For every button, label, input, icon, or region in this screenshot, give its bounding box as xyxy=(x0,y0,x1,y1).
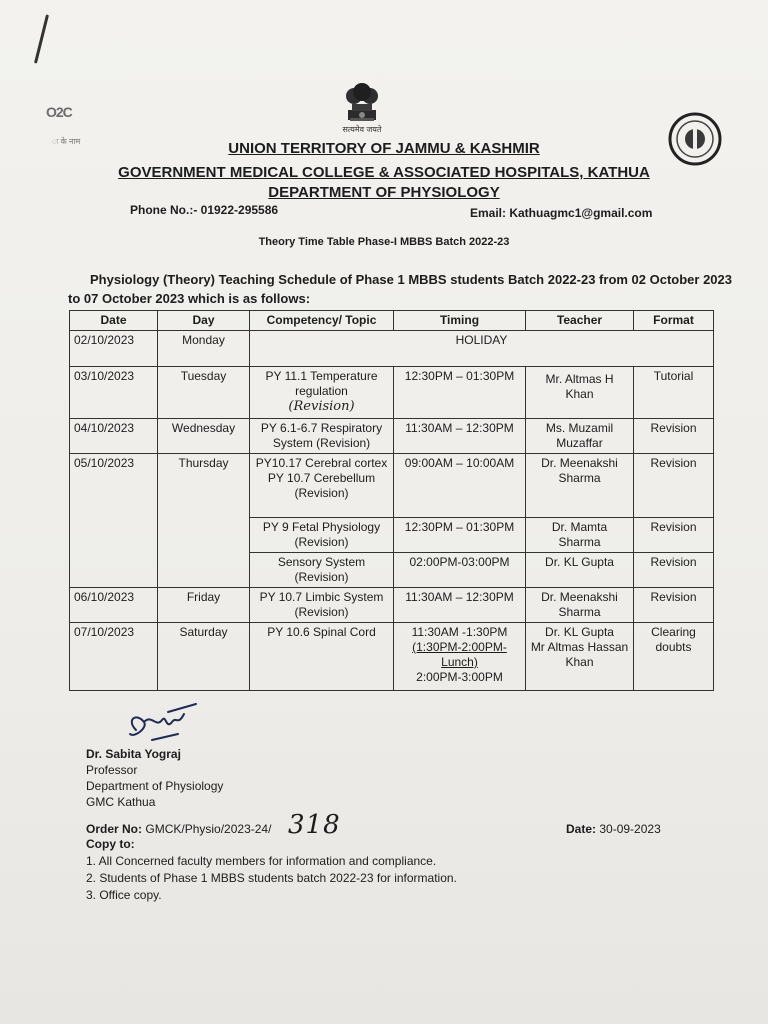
signatory-block xyxy=(86,746,223,810)
college-logo-icon xyxy=(664,112,726,166)
cell-day: Saturday xyxy=(158,623,250,691)
order-date-line xyxy=(566,822,661,836)
intro-line-2: to 07 October 2023 which is as follows: xyxy=(68,291,311,306)
schedule-intro xyxy=(68,270,750,308)
col-header-teacher: Teacher xyxy=(526,311,634,331)
col-header-date: Date xyxy=(70,311,158,331)
list-item: 3. Office copy. xyxy=(86,888,162,902)
cell-day: Thursday xyxy=(158,454,250,588)
order-date: 30-09-2023 xyxy=(599,822,661,836)
cell-timing: 12:30PM – 01:30PM xyxy=(394,367,526,419)
copy-to-label: Copy to: xyxy=(86,837,135,851)
phone-number: Phone No.:- 01922-295586 xyxy=(130,203,279,217)
cell-day: Friday xyxy=(158,588,250,623)
schedule-table xyxy=(69,310,714,691)
handwritten-revision-note: (Revision) xyxy=(288,399,355,414)
signatory-institution: GMC Kathua xyxy=(86,795,156,809)
emblem-motto: सत्यमेव जयते xyxy=(342,125,382,134)
cell-topic: Sensory System (Revision) xyxy=(250,553,394,588)
handwritten-order-number: 318 xyxy=(288,810,341,840)
timing-text-c: 2:00PM-3:00PM xyxy=(416,670,503,684)
cell-format: Revision xyxy=(634,518,714,553)
ut-heading: UNION TERRITORY OF JAMMU & KASHMIR xyxy=(228,140,540,157)
teacher-text-b: Mr Altmas Hassan Khan xyxy=(530,640,629,669)
department-heading: DEPARTMENT OF PHYSIOLOGY xyxy=(268,184,500,201)
timing-text-lunch: (1:30PM-2:00PM-Lunch) xyxy=(412,640,507,669)
cell-date: 07/10/2023 xyxy=(70,623,158,691)
cell-day: Tuesday xyxy=(158,367,250,419)
timetable-title: Theory Time Table Phase-I MBBS Batch 2022-23 xyxy=(258,236,510,248)
cell-topic: PY 10.6 Spinal Cord xyxy=(250,623,394,691)
table-row xyxy=(70,367,714,419)
cell-teacher: Dr. Meenakshi Sharma xyxy=(526,454,634,518)
order-number: GMCK/Physio/2023-24/ xyxy=(145,822,272,836)
college-heading: GOVERNMENT MEDICAL COLLEGE & ASSOCIATED HOSPITALS, KATHUA xyxy=(118,164,650,181)
cell-format: Revision xyxy=(634,419,714,454)
handwritten-signature xyxy=(122,700,202,744)
list-item: 2. Students of Phase 1 MBBS students batch 2022-23 for information. xyxy=(86,871,457,885)
table-row xyxy=(70,588,714,623)
intro-line-1: Physiology (Theory) Teaching Schedule of Phase 1 MBBS students Batch 2022-23 from 02 October 2023 xyxy=(90,272,732,287)
cell-date: 03/10/2023 xyxy=(70,367,158,419)
cell-topic: PY 10.7 Limbic System (Revision) xyxy=(250,588,394,623)
cell-timing: 12:30PM – 01:30PM xyxy=(394,518,526,553)
table-header-row xyxy=(70,311,714,331)
cell-teacher: Dr. KL Gupta xyxy=(526,553,634,588)
col-header-day: Day xyxy=(158,311,250,331)
handwritten-slash-mark xyxy=(34,14,49,63)
cell-topic: PY 6.1-6.7 Respiratory System (Revision) xyxy=(250,419,394,454)
topic-text: PY 11.1 Temperature regulation xyxy=(265,369,378,398)
table-row xyxy=(70,454,714,518)
date-label: Date: xyxy=(566,822,597,836)
topic-text-b: PY 10.7 Cerebellum (Revision) xyxy=(267,471,376,500)
signatory-department: Department of Physiology xyxy=(86,779,224,793)
cell-day: Monday xyxy=(158,331,250,367)
cell-teacher: Mr. Altmas H Khan xyxy=(526,367,634,419)
cell-timing: 11:30AM – 12:30PM xyxy=(394,419,526,454)
col-header-timing: Timing xyxy=(394,311,526,331)
holiday-cell: HOLIDAY xyxy=(250,331,714,367)
cell-date: 02/10/2023 xyxy=(70,331,158,367)
cell-date: 04/10/2023 xyxy=(70,419,158,454)
topic-text-a: PY10.17 Cerebral cortex xyxy=(255,456,388,470)
cell-timing xyxy=(394,623,526,691)
cell-teacher: Dr. Meenakshi Sharma xyxy=(526,588,634,623)
table-row xyxy=(70,623,714,691)
cell-format: Tutorial xyxy=(634,367,714,419)
timing-text-a: 11:30AM -1:30PM xyxy=(411,625,508,639)
cell-day: Wednesday xyxy=(158,419,250,454)
cell-timing: 09:00AM – 10:00AM xyxy=(394,454,526,518)
order-label: Order No: xyxy=(86,822,143,836)
cell-timing: 02:00PM-03:00PM xyxy=(394,553,526,588)
list-item: 1. All Concerned faculty members for information and compliance. xyxy=(86,854,437,868)
left-stamp-sub: ः के नाम xyxy=(52,137,81,146)
cell-format: Revision xyxy=(634,588,714,623)
cell-topic xyxy=(250,367,394,419)
cell-format: Revision xyxy=(634,454,714,518)
table-row xyxy=(70,331,714,367)
col-header-topic: Competency/ Topic xyxy=(250,311,394,331)
signatory-designation: Professor xyxy=(86,763,138,777)
cell-topic xyxy=(250,454,394,518)
copy-to-list xyxy=(86,853,457,904)
col-header-format: Format xyxy=(634,311,714,331)
cell-timing: 11:30AM – 12:30PM xyxy=(394,588,526,623)
cell-teacher: Ms. Muzamil Muzaffar xyxy=(526,419,634,454)
cell-teacher: Dr. Mamta Sharma xyxy=(526,518,634,553)
email-address: Email: Kathuagmc1@gmail.com xyxy=(470,206,653,220)
table-row xyxy=(70,419,714,454)
cell-topic: PY 9 Fetal Physiology (Revision) xyxy=(250,518,394,553)
cell-date: 05/10/2023 xyxy=(70,454,158,588)
cell-teacher xyxy=(526,623,634,691)
cell-format: Revision xyxy=(634,553,714,588)
signatory-name: Dr. Sabita Yograj xyxy=(86,747,181,761)
teacher-text-a: Dr. KL Gupta xyxy=(545,625,614,639)
order-line xyxy=(86,822,271,836)
cell-format: Clearing doubts xyxy=(634,623,714,691)
left-stamp: O2C xyxy=(46,104,72,120)
cell-date: 06/10/2023 xyxy=(70,588,158,623)
